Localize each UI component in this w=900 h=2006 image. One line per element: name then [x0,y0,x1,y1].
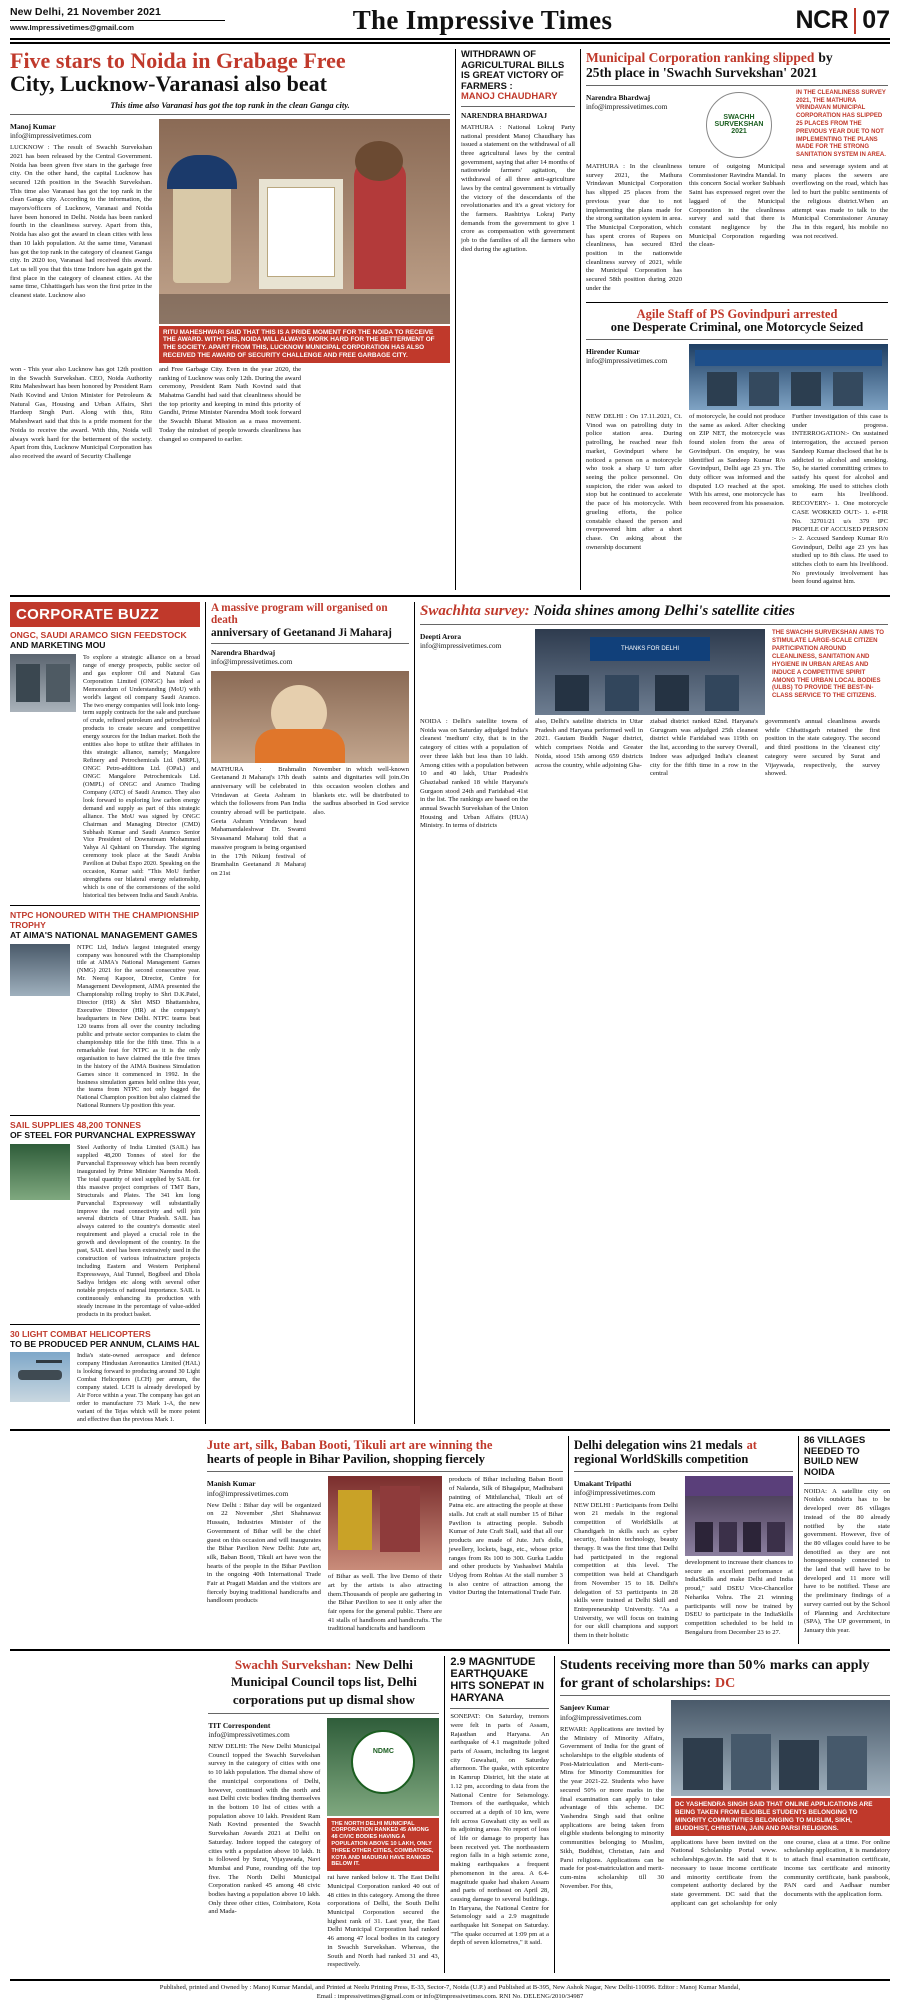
jute-col2: of Bihar as well. The live Demo of their art by the artists is also attracting them.Thousands of people are gathering in the Bihar Pavilion to see it only after the fair opens for the general public. There are 41 stalls of handloom and handicrafts. The traditional handicrafts and handloom [327,1573,442,1633]
sd-col2: rai have ranked below it. The East Delhi Municipal Corporation ranked 40 out of 48 cities in this category. Among the three corporations of Delhi, the South Delhi Municipal Corporation secured the highest rank of 31. Last year, the East Delhi Municipal Corporation had ranked 46 among 47 local bodies in its category in Swachh Survekshan. Whereas, the South and North had ranked 31 and 43, respectively. [327,1874,440,1969]
survey-headline-red: Swachhta survey: [420,603,530,620]
edition-label: NCR [795,6,849,34]
lead-byline-mail: info@impressivetimes.com [10,130,92,140]
worldskills-story [574,1436,793,1644]
corp-item-3-headline-red: 30 LIGHT COMBAT HELICOPTERS [10,1328,151,1339]
bottom-left-spacer [10,1656,197,1973]
farmers-headline-red: MANOJ CHAUDHARY [461,90,558,102]
geetanand-headline-red: A massive program will organised on death [211,602,388,627]
govindpuri-headline-red: Agile Staff of PS Govindpuri arrested [636,306,838,321]
geetanand-col1: MATHURA : Brahmalin Geetanand Ji Maharaj's 17th death anniversary will be celebrated in Vrindavan at Geeta Ashram in which the followers from Pan India country abroad will be participate. Geeta Ashram Vrindavan head Mahamandaleshwar Dr. Swami Sivasanand Maharaj told that a massive program is being organised in the 17th Nikunj festival of Bramhalin Geetanand Ji Maharaj on 21st [211,765,306,877]
survey-headline-black: Noida shines among Delhi's satellite cities [533,603,795,620]
jute-col1-wrap [207,1476,321,1637]
farmers-byline: NARENDRA BHARDWAJ [461,110,548,120]
corp-item-1-photo [10,944,70,996]
earthquake-story [450,1656,549,1973]
rank-col3: ness and sewerage system and at many places the sewers are overflowing on the road, which has led to hurt the public sentiments of the religious district.When an attempt was made to talk to the Municipal Commissioner Anunay Jha in this regard, his mobile no was not received. [792,163,888,240]
corporate-buzz [10,602,200,1424]
villages-body: NOIDA: A satellite city on Noida's outskirts has to be developed over 86 villages instead of the 80 already notified by the state government. However, five of the 80 villages could have to be denotified as they are not homogeneously connected to the land that will have to be developed and 11 more will have to be notified. These are the preliminary findings of a survey carried out by the School of Planning and Architecture (SPA), The UP government, in January this year. [803,1487,890,1634]
govindpuri-story [586,308,888,591]
jute-col3-wrap [449,1476,563,1637]
bottom-block [10,1656,890,1973]
govindpuri-photo-wrap [689,344,888,410]
corp-item-1-headline-black: AT AIMA'S NATIONAL MANAGEMENT GAMES [10,929,198,940]
survey-col4: government's annual cleanliness awards while Chhattisgarh retained the first position in the state category. The second and third positions in the 'cleanest city' category were secured by Surat and Vijaywada, respectively, the survey showed. [765,718,880,778]
corp-item-0-headline-red: ONGC, SAUDI ARAMCO SIGN FEEDSTOCK [10,630,187,641]
swachh-logo-icon: SWACHH SURVEKSHAN 2021 [706,92,772,158]
swachhta-survey-story [420,602,888,1424]
sd-caption: THE NORTH DELHI MUNICIPAL CORPORATION RANKED 45 AMONG 48 CIVIC BODIES HAVING A POPULATION ABOVE 10 LAKH, ONLY THREE OTHER CITIES, COIMBATORE, KOTA AND MADURAI HAVE RANKED BELOW IT. [327,1818,439,1872]
middle-block [10,602,890,1424]
page-number: 07 [862,6,890,34]
rank-col2: tenure of outgoing Municipal Commissioner Ravindra Mandal. In this concern Social worker Subhash Saini has expressed regret over the laggard of the Municipal Corporation in the cleanliness survey and said that there is constant negligence by the Municipal Corporation regarding the clean- [689,163,785,249]
jute-headline-red: Jute art, silk, Baban Booti, Tikuli art are winning the [206,1437,493,1452]
ws-col2: development to increase their chances to secure an excellent performance at IndiaSkills and make Delhi and India proud," said DSEU Vice-Chancellor Neharika Vohra. The 21 winning participants will now be trained by DSEU to participate in the IndiaSkills competition scheduled to be held in Bengaluru from December 23 to 27. [684,1559,793,1636]
survey-col2: also, Delhi's satellite districts in Uttar Pradesh and Haryana performed well in 2021. Gautam Buddh Nagar district, which comprises Noida and Greater Noida, stood 15th among 659 districts across the country, while adjoining Gha- [535,718,643,769]
corp-item-2 [10,1121,200,1318]
farmers-body: MATHURA : National Lokraj Party national president Manoj Chaudhary has issued a statement on the withdrawal of all three agricultural laws by the central government, saying that after 14 months of nationwide farmers' agitation, the withdrawal of all three anti-agriculture laws by the central government is virtually the victory of the descendants of the revolutionaries and it's a great victory for the farmers. Rashtriya Lokraj Party demands from the government to give 1 crore as compensation with government job to the families of all the farmers who died during the agitation. [461,123,575,253]
geetanand-story [211,602,409,1424]
sch-col1: REWARI: Applications are invited by the Ministry of Minority Affairs, Government of India for the grant of scholarships to the eligible students of Post-Matriculation and Merit-cum-Mins for Minority Communities for the year 2021-22. Students who have secured 50% or more marks in the final examination can apply to take advantage of this scheme. DC Yashendra Singh said that online applications are being taken from eligible students belonging to minority communities belonging to Muslim, Sikh, Buddhist, Christian, Jain and Parsi religions. Applications can be made for post-matriculation and merit-cum-mins scholarship till 30 November. For this, [560,1725,664,1890]
scholarships-story [560,1656,890,1973]
sch-headline-black: Students receiving more than 50% marks can apply for grant of scholarships: [560,1657,870,1691]
jute-byline-mail: info@impressivetimes.com [206,1488,289,1498]
corp-item-2-photo [10,1144,70,1200]
lead-headline-red: Five stars to Noida in Grabage Free [10,48,346,73]
survey-photo: THANKS FOR DELHI [535,629,765,715]
lead-col2-text: won - This year also Lucknow has got 12th position in the Swachh Survekshan. CEO, Noida Authority Ritu Maheshwari has been honored by President Ram Nath Kovind and Union Minister for Petroleum & Natural Gas, Housing and Urban Affairs, Shri Hardeep Singh Puri. Along with this, Ritu Maheshwari said that this is a pride moment for the Noida to receive the award. With this, Noida will always work hard for the betterment of the society. Apart from this, Lucknow Municipal Corporation has also received the award of Security Challenge [10,365,152,460]
jute-col1: New Delhi : Bihar day will be organized on 22 November ,Shri Shahnawaz Hussain, Industries Minister of the Government of Bihar will be the chief guest on this occasion and will inaugurates the Bihar Pavilion New Delhi: Jute art, silk, Baban Booti, Tikuli art have won the hearts of the people in the Bihar Pavilion in the ongoing 40th International Trade Fair at Pragati Maidan and the visitors are fiercely buying traditional handicrafts and handloom products [206,1501,321,1605]
masthead-right [740,6,890,35]
swachh-delhi-story [208,1656,439,1973]
lead-headline-black: City, Lucknow-Varanasi also beat [10,71,328,97]
corp-item-0-headline-black: AND MARKETING MOU [10,640,106,650]
corp-item-3-body: India's state-owned aerospace and defence company Hindustan Aeronautics Limited (HAL) is looking forward to producing around 30 Light Combat Helicopters (LCH) per annum, the company stated. LCH is already developed by Air Force within a year. The company has got an order to manufacture 73 Mark 1-A, the new variant of the Tejas which will be more potent and effective than the previous Mark 1. [77,1352,200,1423]
lead-photo [159,119,450,324]
farmers-story [461,49,575,590]
rank-byline-mail: info@impressivetimes.com [586,102,668,112]
corp-item-1-headline-red: NTPC HONOURED WITH THE CHAMPIONSHIP TROPHY [10,909,199,930]
survey-col3: ziabad district ranked 82nd. Haryana's Gurugram was adjudged 25th cleanest district while Faridabad was 119th on the list, according to the survey Overall, Indore was adjudged India's cleanest city for the fifth time in a row in the central [650,718,758,778]
sd-col1-wrap [208,1718,320,1973]
footer [10,1979,890,2002]
corp-item-2-headline-red: SAIL SUPPLIES 48,200 TONNES [10,1120,142,1131]
corporate-buzz-title: CORPORATE BUZZ [10,602,200,627]
sd-headline-black: New Delhi Municipal Council tops list, Delhi corporations put up dismal show [230,1656,417,1707]
villages-story [804,1436,890,1644]
govindpuri-col2: of motorcycle, he could not produce the same as asked. After checking on ZIP NET, the motorcycle was found stolen from the area of Govindpuri. On enquiry, he was identified as Sandeep Kumar R/o Govindpuri, Delhi age 23 yrs. The duty officer was informed and the disputed I.O reached at the spot. With his arrest, one motorcycle has been recovered from his possession. [689,413,785,508]
jute-byline-name: Manish Kumar [206,1479,256,1489]
govindpuri-photo [689,344,888,410]
masthead [10,6,890,40]
lead-photo-caption: RITU MAHESHWARI SAID THAT THIS IS A PRIDE MOMENT FOR THE NOIDA TO RECEIVE THE AWARD. WITH THIS, NOIDA WILL ALWAYS WORK HARD FOR THE BETTERMENT OF THE SOCIETY. APART FROM THIS, LUCKNOW MUNICIPAL CORPORATION HAS ALSO RECEIVED THE AWARD OF SECURITY CHALLENGE AND FREE GARBAGE CITY. [159,326,450,363]
ws-byline-mail: info@impressivetimes.com [573,1488,656,1498]
sch-byline-name: Sanjeev Kumar [560,1703,610,1713]
corp-item-0-photo [10,654,76,712]
govindpuri-byline-col [586,344,682,410]
govindpuri-col1: NEW DELHI : On 17.11.2021, Ct. Vinod was on patrolling duty in police station area. During patrolling, he reached near fish market, Govindpuri where he noticed a person on a motorcycle who took a sharp U turn after seeing the police personnel. On suspicion, the rider was asked to stop but he continued to accelerate the pace of his motorcycle. With grueling efforts, the police constable chased the person and overpowered him after a short chase. On asking about the ownership document [586,413,682,551]
masthead-email: www.Impressivetimes@gmail.com [10,20,225,32]
farmers-headline: WITHDRAWN OF AGRICULTURAL BILLS IS GREAT VICTORY OF FARMERS : [461,48,565,91]
corp-item-3-photo [10,1352,70,1402]
rank-headline-by: by [818,50,833,65]
lead-byline-name: Manoj Kumar [10,121,56,131]
rank-col1: MATHURA : In the cleanliness survey 2021, the Mathura Vrindavan Municipal Corporation has slipped 25 places from the previous year due to not implementing the plans made for the strong sanitation system in area. The Municipal Corporation, which has spent crores of Rupees on cleanliness, has secured 83rd position in the nationwide cleanliness survey of 2021, while the Municipal Corporation has secured 58th position during 2020 under the [586,163,682,292]
corp-item-0-body-head [83,654,200,900]
sd-headline-red: Swachh Survekshan: [234,1656,352,1672]
footer-line-2: Email : impressivetimes@gmail.com or info@impressivetimes.com. RNI No. DELENG/2010/34987 [316,1992,584,2000]
masthead-center [225,6,740,34]
corp-item-0-body: To explore a strategic alliance on a broad range of energy prospects, public sector oil and gas explorer Oil and Natural Gas Corporation Limited (ONGC) has inked a Memorandum of Understanding (MoU) with world's largest oil company Saudi Aramco. The two energy companies will look into long-term supply contracts for the sale and purchase of crude, refined petroleum and petrochemical products to create secure and competitive energy sources for the Indian market. Both the entities also hope to utilize their affiliates in this strategic alliance, namely; Mangalore Refinery and Petrochemicals Ltd. (MRPL), ONGC Petro-additions Ltd. (OPaL) and ONGC Mangalore Petrochemicals Ltd. (OMPL) of ONGC and Aramco Trading Company (ATC) of Saudi Aramco. They also look forward to exploring low carbon energy demand and supply as part of this strategic alliance. The MoU was signed by ONGC Chairman and Managing Director (CMD) Subhash Kumar and Saudi Aramco Senior Vice President of Downstream Mohammed Yahya Al Qahtani on Thursday. The signing ceremony took place at the Saudi Arabia Pavilion at Dubai Expo 2020. Speaking on the occasion, Kumar said: "This MoU further strengthens our bilateral energy relationship, which is one of the cornerstones of the solid historical ties between India and Saudi Arabia. [83,653,200,899]
jute-col3: products of Bihar including Baban Booti of Nalanda, Silk of Bhagalpur, Madhubani painting of Mithilanchal, Tikuli art of Patna etc. are attracting the people at these stalls. Jut craft at stall number 15 of Bihar Pavilion is attracting people. Subodh Kumar of Jute Craft Stall, said that all our products are made of Jute. Jut's dolls, jewellery, lockets, bags, etc., whose price ranges from Rs 100 to 300. Gurka Laddu and other products by Yashashwi Mahila Udyog from Rohtas At the stall number 3 is also centre of attraction among the visitor During the International Trade Fair. [448,1476,563,1597]
sch-headline-red: DC [715,1675,736,1691]
sd-byline-name: TIT Correspondent [208,1720,271,1730]
rank-sidebar-text: IN THE CLEANLINESS SURVEY 2021, THE MATHURA VRINDAVAN MUNICIPAL CORPORATION HAS SLIPPED 25 PLACES FROM THE PREVIOUS YEAR DUE TO NOT IMPLEMENTING THE PLANS MADE FOR THE STRONG SANITATION SYSTEM IN AREA. [796,89,886,159]
ws-headline-black: Delhi delegation wins 21 medals [573,1437,743,1452]
corp-item-1 [10,911,200,1110]
survey-byline-col [420,629,528,715]
ws-col1: NEW DELHI : Participants from Delhi won 21 medals in the regional competition of WorldSkills at Chandigarh in skills such as cyber security, fashion technology, beauty therapy. It was the first time that Delhi had participated in the regional competition at this level. The competition was held at Chandigarh from November 15 to 18. Delhi's delegation of 53 participants in 28 skills were trained at Delhi Skill and Entrepreneurship University. "As a University, we will focus on training for our skill champions and support them in their holistic [573,1501,678,1640]
survey-col1: NOIDA : Delhi's satellite towns of Noida was on Saturday adjudged India's cleanest 'medium' city, that is in the category of cities with a population of over three lakh but less than 10 lakh. Among cities with a population between 10 and 40 lakh, Uttar Pradesh's Ghaziabad ranked 18 while Haryana's Gurgaon stood 24th and Faridabad 41st in the list. The rankings are based on the annual Swachh Survekshan of the Union Housing and Urban Affairs (HUA) Ministry. In terms of districts [420,718,528,830]
survey-sidebar-text: THE SWACHH SURVEKSHAN AIMS TO STIMULATE LARGE-SCALE CITIZEN PARTICIPATION AROUND CLEANLINESS, SANITATION AND HYGIENE IN URBAN AREAS AND INDUCE A COMPETITIVE SPIRIT AMONG THE URBAN LOCAL BODIES (ULBS) TO PROVIDE THE BEST-IN-CLASS SERVICE TO THE CITIZENS. [772,629,884,700]
sd-col2-wrap [327,1718,439,1973]
geetanand-photo [211,671,409,763]
eq-headline: 2.9 MAGNITUDE EARTHQUAKE HITS SONEPAT IN HARYANA [450,1655,545,1705]
govindpuri-byline-mail: info@impressivetimes.com [586,356,668,366]
govindpuri-headline-black: one Desperate Criminal, one Motorcycle Seized [610,320,864,335]
ws-byline-name: Umakant Tripathi [573,1479,632,1489]
sd-byline-mail: info@impressivetimes.com [208,1729,290,1739]
corp-item-3-headline-black: TO BE PRODUCED PER ANNUM, CLAIMS HAL [10,1338,200,1349]
geetanand-headline-black: anniversary of Geetanand Ji Maharaj [211,626,392,639]
rank-sidebar [796,90,888,160]
third-block-spacer [10,1436,196,1644]
survey-byline-mail: info@impressivetimes.com [420,641,502,651]
jute-col2-wrap [328,1476,442,1637]
lead-col1 [10,119,152,363]
rank-byline-name: Narendra Bhardwaj [586,92,651,102]
jute-headline-black: hearts of people in Bihar Pavilion, shopping fiercely [206,1452,485,1467]
govindpuri-byline-name: Hirender Kumar [586,347,640,357]
ws-col1-wrap [574,1476,678,1644]
masthead-date: New Delhi, 21 November 2021 [10,6,161,18]
divider-bar [854,8,856,34]
ws-headline-black2: regional WorldSkills competition [573,1452,749,1467]
survey-photo-wrap [535,629,765,715]
lead-col-right [159,119,450,363]
geetanand-byline-mail: info@impressivetimes.com [211,657,293,667]
sch-byline-mail: info@impressivetimes.com [560,1712,642,1722]
jute-story [207,1436,563,1644]
eq-body: SONEPAT: On Saturday, tremors were felt in parts of Assam, Rajasthan and Haryana. An earthquake of 4.1 magnitude jolted parts of Assam, including its largest city Guwahati, on Saturday afternoon. The quake, with epicentre in Kamrup District, hit the state at 1.12 pm, according to data from the National Centre for Seismology. Tremors of the earthquake, which occurred at a depth of 10 km, were felt across Guwahati city as well as its adjoining areas. No report of loss of life or damage to property has been received yet. The northeastern region falls in a high seismic zone, making earthquakes a frequent phenomenon in the area. A 6.4-magnitude quake had shaken Assam and parts of northeast on April 28, causing damage to several buildings. In Haryana, the National Centre for Seismology said a 2.9 magnitude earthquake hit Sonepat on Saturday. "The quake occurred at 1:09 pm at a depth of seven kilometres," it said. [450,1713,549,1947]
corp-item-2-headline-black: OF STEEL FOR PURVANCHAL EXPRESSWAY [10,1130,196,1141]
villages-headline: 86 VILLAGES NEEDED TO BUILD NEW NOIDA [803,1434,866,1479]
ws-photo [685,1476,793,1556]
masthead-rule [10,42,890,44]
lead-subhead: This time also Varanasi has got the top rank in the clean Ganga city. [110,99,350,110]
geetanand-col2: November in which well-known saints and dignitaries will join.On this occasion woolen clothes and blankets etc. will be distributed to the sadhus absorbed in God service also. [313,765,409,817]
ws-headline-red: at [746,1437,757,1452]
corp-item-1-body: NTPC Ltd, India's largest integrated energy company was honoured with the Championship title at AIMA's National Management Games (NMG) 2021 for the second consecutive year. Mr. Neeraj Kapoor, Director, Centre for Management Development, AIMA presented the Championship rolling trophy to Shri D.K.Patel, Director (HR) & Shri MSD Bhattamishra, Executive Director (HR) at the company's headquarters in New Delhi. NTPC teams beat 120 teams from all over the country including public and private sector companies to claim the championship title for the fifth time. This is a remarkable feat for NTPC as it is the only organisation to have claimed the title five times in the history of the AIMA Business Simulation Games since it commenced in 1992. In the business simulation games held online this year, the teams from NTPC not only bagged the National Champion position but also claimed the National Runners Up position this year. [77,943,200,1110]
sch-col1-wrap [560,1700,664,1908]
survey-byline-name: Deepti Arora [420,632,462,642]
sch-col2: applications have been invited on the National Scholarship Portal www. scholarships.gov.in. He said that it is necessary to issue income certificate and minority certificate from the competent authority declared by the state government. DC said that the applicant can get scholarship for only one course, class at a time. For online scholarship application, it is mandatory to attach final examination certificate, income tax certificate and minority community certificate, bank passbook, PAN card and Aadhaar number documents with the application form. [671,1838,890,1907]
masthead-left [10,6,225,32]
page-title: The Impressive Times [352,5,613,35]
sch-right-wrap [671,1700,890,1908]
rank-logo [689,90,789,160]
footer-line-1: Published, printed and Owned by : Manoj Kumar Mandal, and Printed at Neelu Printing Press, E-33, Sector-7, Noida (U.P.) and Published at B-395, New Ashok Nagar, New Delhi-110096. Editor : Manoj Kumar Mandal, [159,1984,741,1991]
rank-col-left [586,90,682,160]
sd-photo: NDMC [327,1718,439,1816]
corp-item-0 [10,631,200,900]
sch-photo [671,1700,890,1796]
lead-story [10,49,450,590]
lead-col1-text: LUCKNOW : The result of Swachh Survekshan 2021 has been released by the Central Government. Noida has been given five stars in the garbage free city. On the other hand, the capital Lucknow has secured 12th position in the Swachh Survekshan. This time also Varanasi has got the top rank in the clean Ganga city. According to the information, the mayors/officers of Lucknow, Varanasi and Noida have been honored in Delhi. Noida has been ranked fourth in the cleanliness survey. Apart from this, Noida has also got the award in clean cities with less than 10 lakh population. At the same time, Varanasi has got the top rank in the category of cleanest Ganga city. In 2020 too, Varanasi had received this award. Let us tell you that this time Indore has again got the first place in the category of cleanest cities. At the same time, Chhattisgarh has won the first prize in the cleanest state. Lucknow also [10,144,152,300]
sch-caption: DC YASHENDRA SINGH SAID THAT ONLINE APPLICATIONS ARE BEING TAKEN FROM ELIGIBLE STUDENTS BELONGING TO MINORITY COMMUNITIES BELONGING TO MUSLIM, SIKH, BUDDHIST, CHRISTIAN, JAIN AND PARSI RELIGIONS. [671,1798,890,1835]
jute-photo [328,1476,442,1570]
rank-headline-red: Municipal Corporation ranking slipped [586,50,815,65]
corp-item-3 [10,1330,200,1424]
survey-sidebar [772,629,887,715]
ws-col2-wrap [685,1476,793,1644]
lead-col3-text: and Free Garbage City. Even in the year 2020, the ranking of Lucknow was only 12th. During the award ceremony, President Ram Nath Kovind said that Mahatma Gandhi had said that cleanliness should be the top priority and keeping in mind this priority of Gandhi, Prime Minister Narendra Modi took forward the Swachh Bharat Mission as a mass movement. Today the mindset of people towards cleanliness has changed so compared to earlier. [159,365,301,443]
top-block [10,49,890,590]
third-block [10,1436,890,1644]
govindpuri-col3: Further investigation of this case is under progress. INTERROGATION:- On sustained interrogation, the accused person Sandeep Kumar disclosed that he is addicted to alcohol and smoking. So, he started committing crimes to satisfy his quest for alcohol and smoking. He used to stitches cloth to earn his livelihood. RECOVERY:- 1. One motorcycle CASE WORKED OUT:- 1. e-FIR No. 32701/21 u/s 379 IPC PROFILE OF ACCUSED PERSON :- 2. Accused Sandeep Kumar R/o Govindpuri, Delhi age 23 yrs has studied up to 8th class. He used to stitches cloth to earn his livelihood. No previously involvement has been found against him. [792,413,888,586]
sd-col1: NEW DELHI: The New Delhi Municipal Council topped the Swachh Survekshan survey in the category of cities with one to 10 lakh population. The dismal show of the municipal corporations of Delhi, however, continued with the north and east Delhi civic bodies finding themselves in the bottom 10 list of cities with a population above 10 lakh. President Ram Nath Kovind presented the Swachh Survekshan Awards 2021 at Delhi on Saturday. Indore topped the category of cities with a population above 10 lakh. It is followed by Surat, Vijayawada, Navi Mumbai and Pune, rounding off the top five. The North Delhi Municipal Corporation ranked 45 among 48 civic bodies having a population above 10 lakh. Only three other cities, Coimbatore, Kota and Mada- [208,1743,321,1916]
swachh-rank-story [586,49,888,590]
geetanand-byline-name: Narendra Bhardwaj [211,648,276,658]
rank-headline-2: 25th place in 'Swachh Survekshan' 2021 [586,65,818,81]
corp-item-2-body: Steel Authority of India Limited (SAIL) has supplied 48,200 Tonnes of steel for the Purvanchal Expressway which has been recently inaugurated by Prime Minister Narendra Modi. The total quantity of steel supplied by SAIL for this massive project comprises of TMT Bars, Structurals and Plates. The 341 km long Purvanchal Expressway will substantially improve the road connectivity and will join several districts of Uttar Pradesh. SAIL has always catered to the country's domestic steel requirement and played a crucial role in the growth and development of the country. In the past, SAIL steel has been extensively used in the construction of various infrastructure projects including Eastern and Western Peripheral Expressways, Atal Tunnel, Bogibeel and Dhola Sadiya bridges etc along with several other notable projects of national importance. SAIL is continuously enhancing its production with steady increase in the percentage of value-added products in its product basket. [77,1144,200,1318]
